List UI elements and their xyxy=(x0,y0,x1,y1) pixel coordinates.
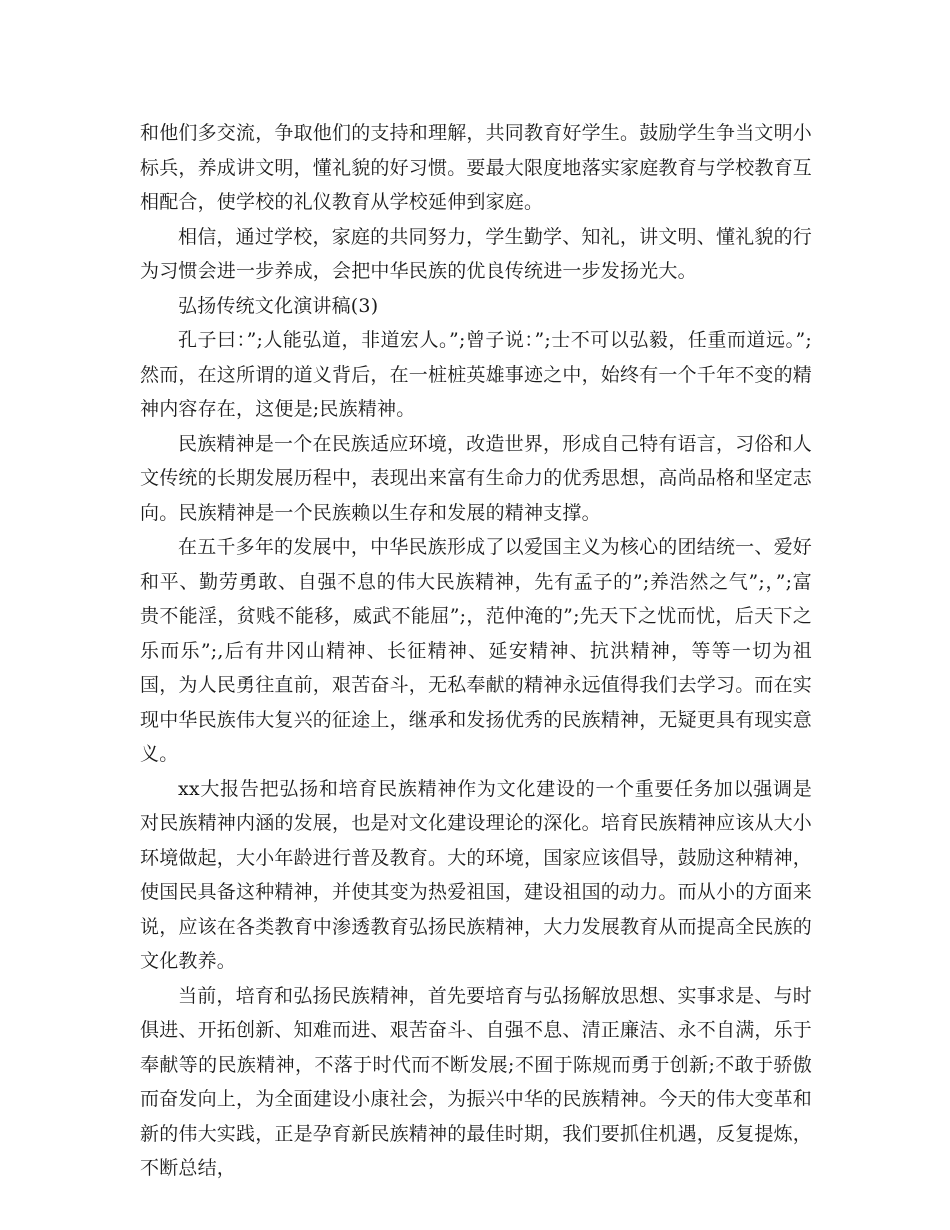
paragraph: 民族精神是一个在民族适应环境，改造世界，形成自己特有语言，习俗和人文传统的长期发展历程中，表现出来富有生命力的优秀思想，高尚品格和坚定志向。民族精神是一个民族赖以生存和发展的精神支撑。 xyxy=(140,432,813,524)
paragraph: 当前，培育和弘扬民族精神，首先要培育与弘扬解放思想、实事求是、与时俱进、开拓创新、知难而进、艰苦奋斗、自强不息、清正廉洁、永不自满，乐于奉献等的民族精神，不落于时代而不断发展;不囿于陈规而勇于创新;不敢于骄傲而奋发向上，为全面建设小康社会，为振兴中华的民族精神。今天的伟大变革和新的伟大实践，正是孕育新民族精神的最佳时期，我们要抓住机遇，反复提炼，不断总结， xyxy=(140,984,813,1179)
paragraph-continuation: 和他们多交流，争取他们的支持和理解，共同教育好学生。鼓励学生争当文明小标兵，养成讲文明，懂礼貌的好习惯。要最大限度地落实家庭教育与学校教育互相配合，使学校的礼仪教育从学校延伸到家庭。 xyxy=(140,122,813,213)
paragraph: 相信，通过学校，家庭的共同努力，学生勤学、知礼，讲文明、懂礼貌的行为习惯会进一步养成，会把中华民族的优良传统进一步发扬光大。 xyxy=(140,225,812,282)
section-heading: 弘扬传统文化演讲稿(3) xyxy=(178,294,379,317)
paragraph: 孔子曰：”;人能弘道，非道宏人。”;曾子说：”;士不可以弘毅，任重而道远。”;然而，在这所谓的道义背后，在一桩桩英雄事迹之中，始终有一个千年不变的精神内容存在，这便是;民族精神。 xyxy=(140,329,813,420)
paragraph: 在五千多年的发展中，中华民族形成了以爱国主义为核心的团结统一、爱好和平、勤劳勇敢、自强不息的伟大民族精神，先有孟子的”;养浩然之气”;，”;富贵不能淫，贫贱不能移，威武不能屈”;，范仲淹的”;先天下之忧而忧，后天下之乐而乐”;,后有井冈山精神、长征精神、延安精神、抗洪精神，等等一切为祖国，为人民勇往直前，艰苦奋斗，无私奉献的精神永远值得我们去学习。而在实现中华民族伟大复兴的征途上，继承和发扬优秀的民族精神，无疑更具有现实意义。 xyxy=(140,536,813,765)
document-body xyxy=(140,116,812,1186)
paragraph: xx大报告把弘扬和培育民族精神作为文化建设的一个重要任务加以强调是对民族精神内涵的发展，也是对文化建设理论的深化。培育民族精神应该从大小环境做起，大小年龄进行普及教育。大的环境，国家应该倡导，鼓励这种精神，使国民具备这种精神，并使其变为热爱祖国，建设祖国的动力。而从小的方面来说，应该在各类教育中渗透教育弘扬民族精神，大力发展教育从而提高全民族的文化教养。 xyxy=(140,777,813,972)
